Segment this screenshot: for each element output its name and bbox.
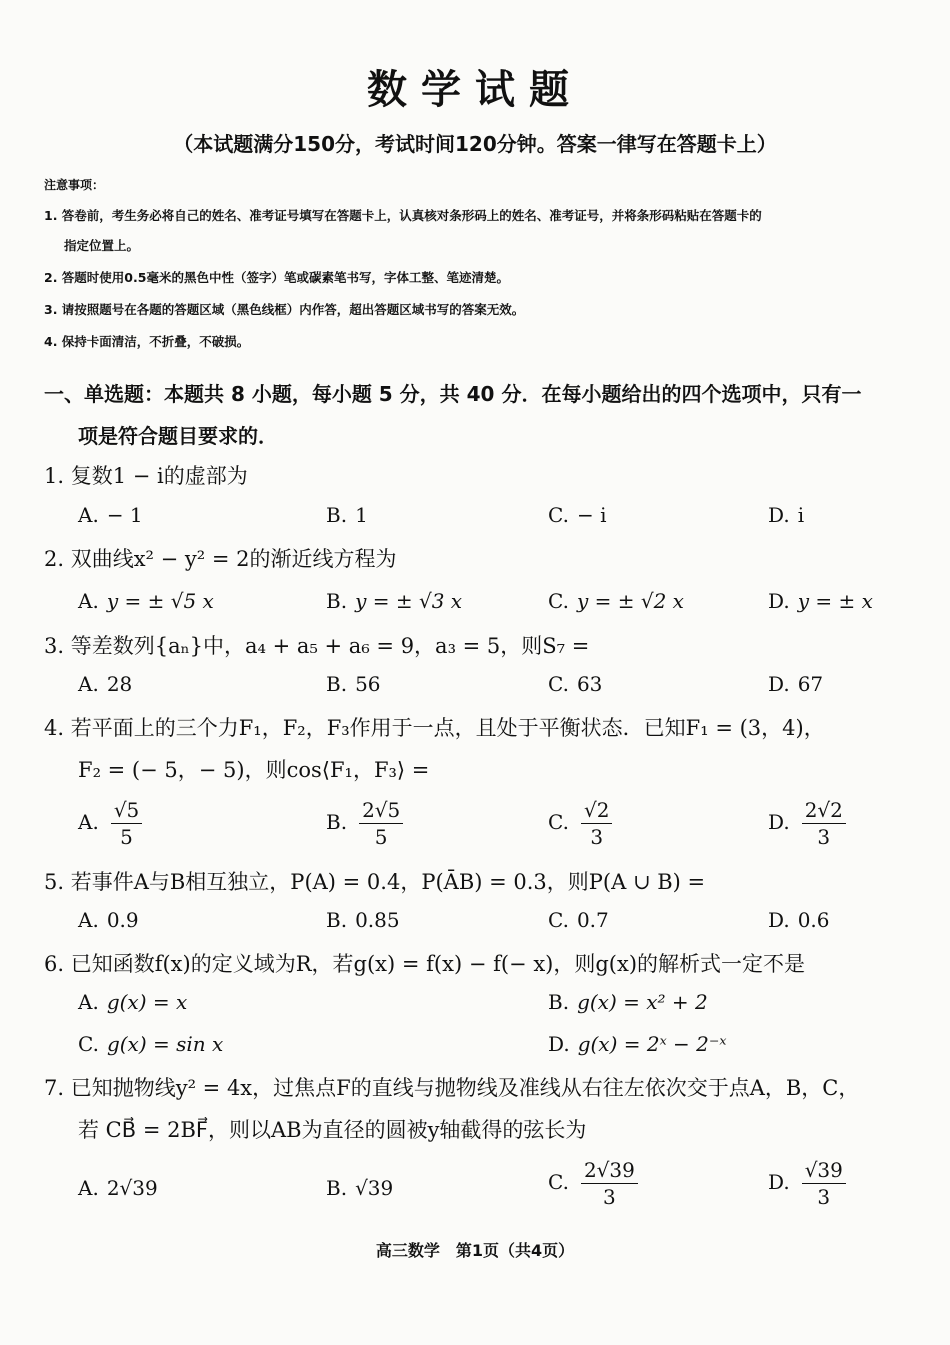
question-7-option-b <box>326 1176 393 1200</box>
question-3-option-b <box>326 672 381 696</box>
question-7-option-c <box>548 1160 638 1207</box>
denominator: 3 <box>817 1185 831 1209</box>
fraction <box>581 800 612 847</box>
option-label: D. <box>768 503 790 527</box>
option-value: 0.6 <box>797 908 830 932</box>
numerator: √2 <box>581 800 612 824</box>
option-value: y = ± √2 x <box>576 589 684 613</box>
question-7-option-d <box>768 1160 846 1207</box>
question-1-option-c <box>548 503 606 527</box>
notice-item: 1. 答卷前，考生务必将自己的姓名、准考证号填写在答题卡上，认真核对条形码上的姓名、准考证号，并将条形码粘贴在答题卡的 <box>44 208 762 223</box>
fraction <box>111 800 142 847</box>
option-label: B. <box>326 1176 348 1200</box>
option-label: D. <box>768 672 790 696</box>
option-label: B. <box>326 672 348 696</box>
option-value: 28 <box>106 672 133 696</box>
page-footer: 高三数学 第1页（共4页） <box>375 1241 575 1260</box>
option-label: D. <box>768 1170 790 1194</box>
option-label: C. <box>548 589 569 613</box>
denominator: 3 <box>603 1185 616 1209</box>
option-value: − 1 <box>106 503 143 527</box>
question-4-option-c <box>548 800 612 847</box>
option-label: C. <box>78 1032 99 1056</box>
option-value: y = ± √5 x <box>106 589 214 613</box>
question-4-stem: 4. 若平面上的三个力F₁，F₂，F₃作用于一点，且处于平衡状态．已知F₁ = (3，4)， <box>44 716 825 740</box>
question-3-option-a <box>78 672 132 696</box>
option-value: 1 <box>355 503 368 527</box>
option-label: C. <box>548 503 569 527</box>
option-value: 67 <box>797 672 824 696</box>
exam-subtitle: （本试题满分150分，考试时间120分钟。答案一律写在答题卡上） <box>173 132 777 156</box>
option-label: A. <box>78 503 99 527</box>
option-value: 0.9 <box>106 908 139 932</box>
question-2-option-a <box>78 589 214 613</box>
question-3-option-d <box>768 672 823 696</box>
option-value: g(x) = 2ˣ − 2⁻ˣ <box>577 1032 727 1056</box>
question-4-stem-cont: F₂ = (− 5，− 5)，则cos⟨F₁，F₃⟩ = <box>78 758 430 782</box>
numerator: 2√39 <box>581 1160 638 1184</box>
option-label: B. <box>326 810 348 834</box>
option-label: C. <box>548 810 569 834</box>
option-value: − i <box>576 503 607 527</box>
numerator: 2√2 <box>802 800 846 824</box>
question-4-option-a <box>78 800 142 847</box>
option-value: 0.85 <box>355 908 400 932</box>
option-value: g(x) = sin x <box>106 1032 224 1056</box>
notice-item: 4. 保持卡面清洁，不折叠，不破损。 <box>44 334 250 349</box>
question-1-stem: 1. 复数1 − i的虚部为 <box>44 464 248 488</box>
denominator: 3 <box>817 825 831 849</box>
denominator: 5 <box>374 825 388 849</box>
question-4-option-d <box>768 800 846 847</box>
option-label: C. <box>548 908 569 932</box>
option-value: g(x) = x² + 2 <box>577 990 708 1014</box>
option-label: C. <box>548 672 569 696</box>
option-value: g(x) = x <box>106 990 188 1014</box>
notice-item: 3. 请按照题号在各题的答题区域（黑色线框）内作答，超出答题区域书写的答案无效。 <box>44 302 525 317</box>
option-label: C. <box>548 1170 569 1194</box>
option-label: B. <box>326 589 348 613</box>
question-3-stem: 3. 等差数列{aₙ}中，a₄ + a₅ + a₆ = 9，a₃ = 5，则S₇ = <box>44 634 590 658</box>
question-2-option-d <box>768 589 873 613</box>
option-label: A. <box>78 1176 99 1200</box>
numerator: 2√5 <box>359 800 403 824</box>
option-value: √39 <box>355 1176 394 1200</box>
fraction <box>802 800 846 847</box>
option-value: 56 <box>355 672 381 696</box>
page-title: 数学试题 <box>367 67 583 113</box>
question-2-stem: 2. 双曲线x² − y² = 2的渐近线方程为 <box>44 547 397 571</box>
question-4-option-b <box>326 800 403 847</box>
question-5-option-d <box>768 908 830 932</box>
option-label: A. <box>78 589 99 613</box>
question-7-stem-cont: 若 CB⃗ = 2BF⃗，则以AB为直径的圆被y轴截得的弦长为 <box>78 1118 587 1142</box>
question-6-option-b <box>548 990 708 1014</box>
denominator: 5 <box>120 825 133 849</box>
option-value: 63 <box>576 672 603 696</box>
option-label: A. <box>78 672 99 696</box>
question-1-option-b <box>326 503 368 527</box>
question-5-option-b <box>326 908 400 932</box>
option-value: 2√39 <box>106 1176 158 1200</box>
option-label: B. <box>326 908 348 932</box>
section-heading: 一、单选题：本题共 8 小题，每小题 5 分，共 40 分．在每小题给出的四个选项中，只有一 <box>44 382 862 406</box>
option-label: D. <box>768 810 790 834</box>
option-value: i <box>797 503 805 527</box>
option-value: 0.7 <box>576 908 609 932</box>
question-2-option-c <box>548 589 684 613</box>
question-1-option-d <box>768 503 804 527</box>
option-label: B. <box>548 990 570 1014</box>
question-1-option-a <box>78 503 143 527</box>
question-2-option-b <box>326 589 462 613</box>
option-label: D. <box>768 589 790 613</box>
notice-heading: 注意事项： <box>44 178 105 192</box>
option-label: A. <box>78 990 99 1014</box>
option-label: A. <box>78 908 99 932</box>
option-label: D. <box>548 1032 570 1056</box>
question-5-option-a <box>78 908 139 932</box>
fraction <box>359 800 403 847</box>
numerator: √5 <box>111 800 142 824</box>
option-value: y = ± √3 x <box>355 589 463 613</box>
option-label: B. <box>326 503 348 527</box>
question-5-option-c <box>548 908 609 932</box>
question-5-stem: 5. 若事件A与B相互独立，P(A) = 0.4，P(ĀB) = 0.3，则P(A ∪ B) = <box>44 870 706 894</box>
option-label: A. <box>78 810 99 834</box>
question-7-option-a <box>78 1176 158 1200</box>
question-3-option-c <box>548 672 602 696</box>
question-6-option-c <box>78 1032 223 1056</box>
notice-item: 指定位置上。 <box>64 238 140 253</box>
question-6-option-a <box>78 990 187 1014</box>
question-6-stem: 6. 已知函数f(x)的定义域为R，若g(x) = f(x) − f(− x)，则g(x)的解析式一定不是 <box>44 952 806 976</box>
fraction <box>802 1160 846 1207</box>
notice-item: 2. 答题时使用0.5毫米的黑色中性（签字）笔或碳素笔书写，字体工整、笔迹清楚。 <box>44 270 509 285</box>
fraction <box>581 1160 638 1207</box>
question-6-option-d <box>548 1032 727 1056</box>
numerator: √39 <box>802 1160 846 1184</box>
denominator: 3 <box>590 825 604 849</box>
option-value: y = ± x <box>797 589 873 613</box>
option-label: D. <box>768 908 790 932</box>
question-7-stem: 7. 已知抛物线y² = 4x，过焦点F的直线与抛物线及准线从右往左依次交于点A，B，C， <box>44 1076 860 1100</box>
section-heading-cont: 项是符合题目要求的． <box>78 424 278 448</box>
